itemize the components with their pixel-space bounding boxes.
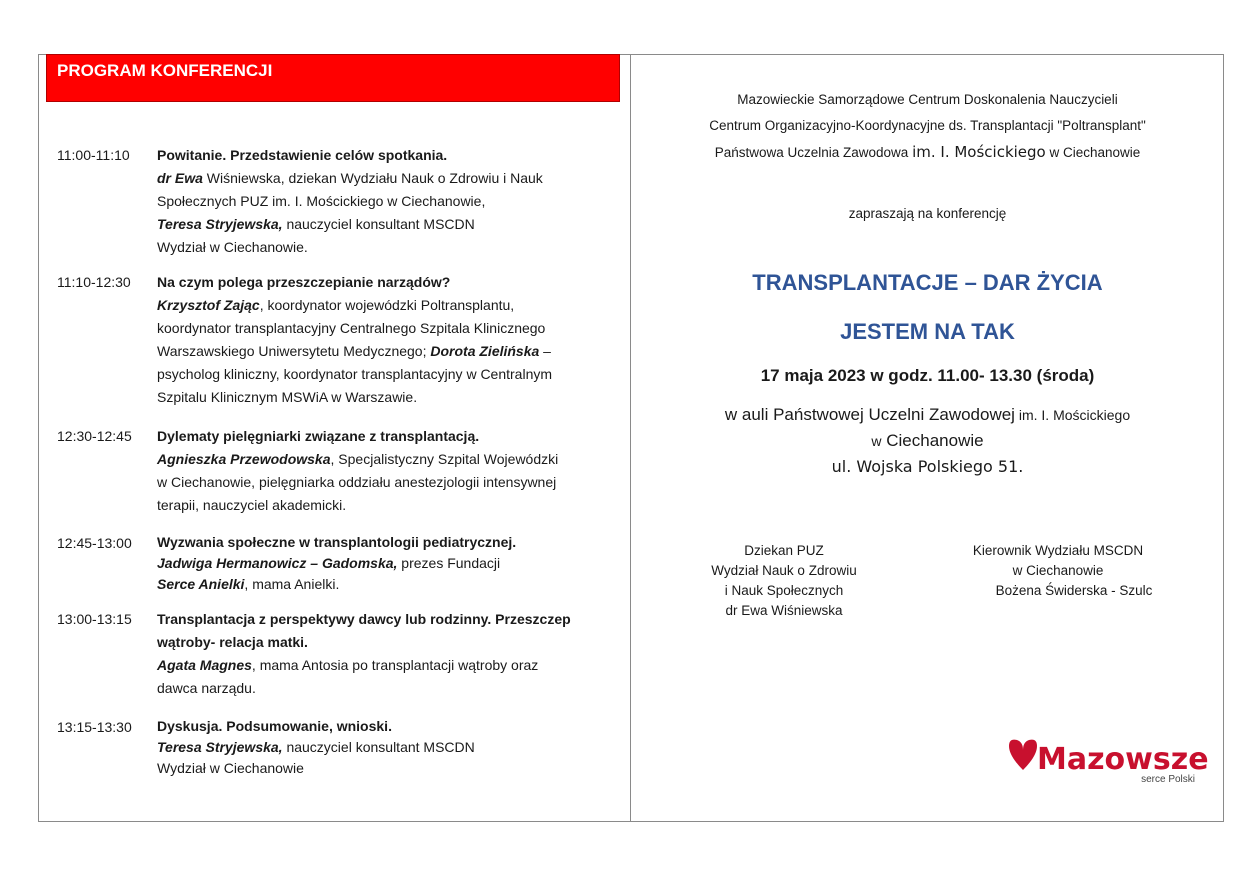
event-subtitle: JESTEM NA TAK	[840, 319, 1015, 344]
agenda-title: wątroby- relacja matki.	[157, 634, 308, 650]
agenda-time: 11:10-12:30	[57, 274, 131, 290]
agenda-line: Szpitalu Klinicznym MSWiA w Warszawie.	[157, 389, 418, 405]
agenda-title: Dylematy pielęgniarki związane z transplantacją.	[157, 428, 480, 444]
agenda-line: Agnieszka Przewodowska, Specjalistyczny Szpital Wojewódzki	[157, 451, 559, 467]
invite-text: zapraszają na konferencję	[848, 206, 1007, 221]
agenda-time: 13:00-13:15	[57, 611, 132, 627]
agenda-line: Krzysztof Zając, koordynator wojewódzki Poltransplantu,	[157, 297, 515, 313]
organizer-line: Centrum Organizacyjno-Koordynacyjne ds. Transplantacji "Poltransplant"	[709, 118, 1146, 133]
agenda-line: Wydział w Ciechanowie.	[157, 239, 308, 255]
agenda-line: Agata Magnes, mama Antosia po transplantacji wątroby oraz	[157, 657, 539, 673]
event-date: 17 maja 2023 w godz. 11.00- 13.30 (środa)	[760, 366, 1095, 385]
event-venue	[631, 402, 1224, 479]
organizer-line: Mazowieckie Samorządowe Centrum Doskonalenia Nauczycieli	[737, 92, 1118, 107]
agenda-line: Teresa Stryjewska, nauczyciel konsultant MSCDN	[157, 739, 475, 755]
agenda-title: Dyskusja. Podsumowanie, wnioski.	[157, 718, 392, 734]
agenda-title: Powitanie. Przedstawienie celów spotkania.	[157, 147, 448, 163]
agenda-line: koordynator transplantacyjny Centralnego Szpitala Klinicznego	[157, 320, 546, 336]
agenda-title: Wyzwania społeczne w transplantologii pediatrycznej.	[157, 534, 517, 550]
organizer-line: Państwowa Uczelnia Zawodowa im. I. Mościckiego w Ciechanowie	[714, 143, 1141, 161]
agenda-time: 12:30-12:45	[57, 428, 132, 444]
agenda-title: Transplantacja z perspektywy dawcy lub rodzinny. Przeszczep	[157, 611, 571, 627]
venue-line: w auli Państwowej Uczelni Zawodowej im. I. Mościckiego	[724, 405, 1131, 424]
agenda-line: Teresa Stryjewska, nauczyciel konsultant MSCDN	[157, 216, 475, 232]
event-title: TRANSPLANTACJE – DAR ŻYCIA	[752, 270, 1103, 295]
agenda-line: Warszawskiego Uniwersytetu Medycznego; Dorota Zielińska –	[157, 343, 551, 359]
agenda-line: psycholog kliniczny, koordynator transplantacyjny w Centralnym	[157, 366, 553, 382]
agenda-line: Serce Anielki, mama Anielki.	[157, 576, 340, 592]
program-header	[46, 54, 620, 102]
agenda-line: w Ciechanowie, pielęgniarka oddziału anestezjologii intensywnej	[157, 474, 557, 490]
logo-tagline: serce Polski	[1141, 774, 1195, 785]
mazowsze-logo	[1005, 736, 1210, 786]
agenda-line: dawca narządu.	[157, 680, 256, 696]
agenda-line: Społecznych PUZ im. I. Mościckiego w Ciechanowie,	[157, 193, 486, 209]
venue-line: w Ciechanowie	[871, 431, 984, 450]
agenda-line: dr Ewa Wiśniewska, dziekan Wydziału Nauk o Zdrowiu i Nauk	[157, 170, 543, 186]
agenda-line: terapii, nauczyciel akademicki.	[157, 497, 347, 513]
agenda-time: 13:15-13:30	[57, 719, 132, 735]
program-title: PROGRAM KONFERENCJI	[57, 61, 273, 80]
agenda-time: 11:00-11:10	[57, 147, 130, 163]
agenda-time: 12:45-13:00	[57, 535, 132, 551]
heart-icon	[1009, 740, 1037, 770]
mazowsze-logo-mark	[1005, 736, 1210, 786]
signature-left: Dziekan PUZ Wydział Nauk o Zdrowiu i Nauk Społecznych dr Ewa Wiśniewska	[711, 543, 857, 618]
agenda-title: Na czym polega przeszczepianie narządów?	[157, 274, 451, 290]
logo-wordmark: Mazowsze.	[1037, 742, 1210, 777]
venue-line: ul. Wojska Polskiego 51.	[831, 457, 1024, 476]
agenda-line: Wydział w Ciechanowie	[157, 760, 304, 776]
organizers-block	[631, 87, 1224, 166]
signature-right: Kierownik Wydziału MSCDN w Ciechanowie Bożena Świderska - Szulc	[972, 543, 1153, 598]
agenda-line: Jadwiga Hermanowicz – Gadomska, prezes Fundacji	[157, 555, 501, 571]
